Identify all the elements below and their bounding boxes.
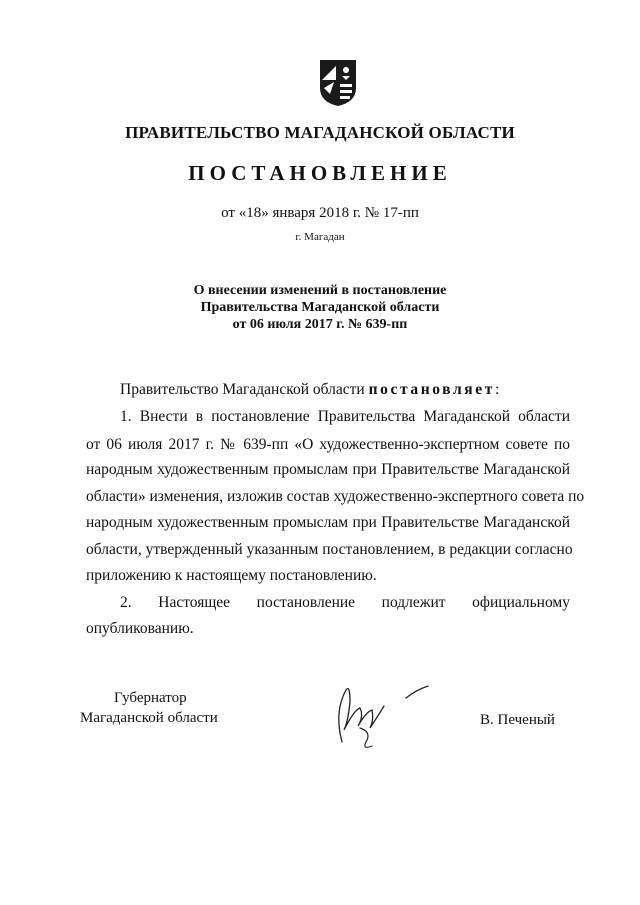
subject-line: О внесении изменений в постановление (193, 283, 447, 298)
signatory-title-line: Магаданской области (80, 710, 218, 726)
paragraph-line: 2. Настоящее постановление подлежит официальному (120, 594, 570, 611)
handwritten-signature (320, 672, 440, 754)
paragraph-line: области, утвержденный указанным постановлением, в редакции согласно (86, 541, 573, 558)
intro-colon: : (494, 381, 500, 398)
document-type: ПОСТАНОВЛЕНИЕ (188, 161, 452, 185)
intro-paragraph (120, 379, 570, 401)
paragraph-line: народным художественным промыслам при Правительстве Магаданской (86, 461, 570, 478)
signatory-name: В. Печеный (480, 712, 555, 728)
paragraph-line: опубликованию. (86, 620, 194, 637)
subject-line: Правительства Магаданской области (200, 300, 440, 315)
intro-verb: постановляет (368, 381, 495, 398)
document-date-number: от «18» января 2018 г. № 17-пп (221, 205, 419, 221)
coat-of-arms-icon (318, 58, 358, 108)
intro-text: Правительство Магаданской области (120, 381, 365, 398)
paragraph-line: от 06 июля 2017 г. № 639-пп «О художественно-экспертном совете по (86, 436, 570, 453)
paragraph-line: области» изменения, изложив состав художественно-экспертного совета по (86, 488, 585, 505)
document-city: г. Магадан (295, 231, 345, 243)
document-subject (0, 282, 640, 333)
paragraph-line: 1. Внести в постановление Правительства Магаданской области (120, 408, 570, 425)
signatory-title-line: Губернатор (114, 690, 187, 706)
paragraph-line: приложению к настоящему постановлению. (86, 567, 377, 584)
subject-line: от 06 июля 2017 г. № 639-пп (232, 317, 408, 332)
signatory-title (80, 688, 260, 728)
paragraph-line: народным художественным промыслам при Правительстве Магаданской (86, 514, 570, 531)
organization-title: ПРАВИТЕЛЬСТВО МАГАДАНСКОЙ ОБЛАСТИ (125, 123, 515, 142)
